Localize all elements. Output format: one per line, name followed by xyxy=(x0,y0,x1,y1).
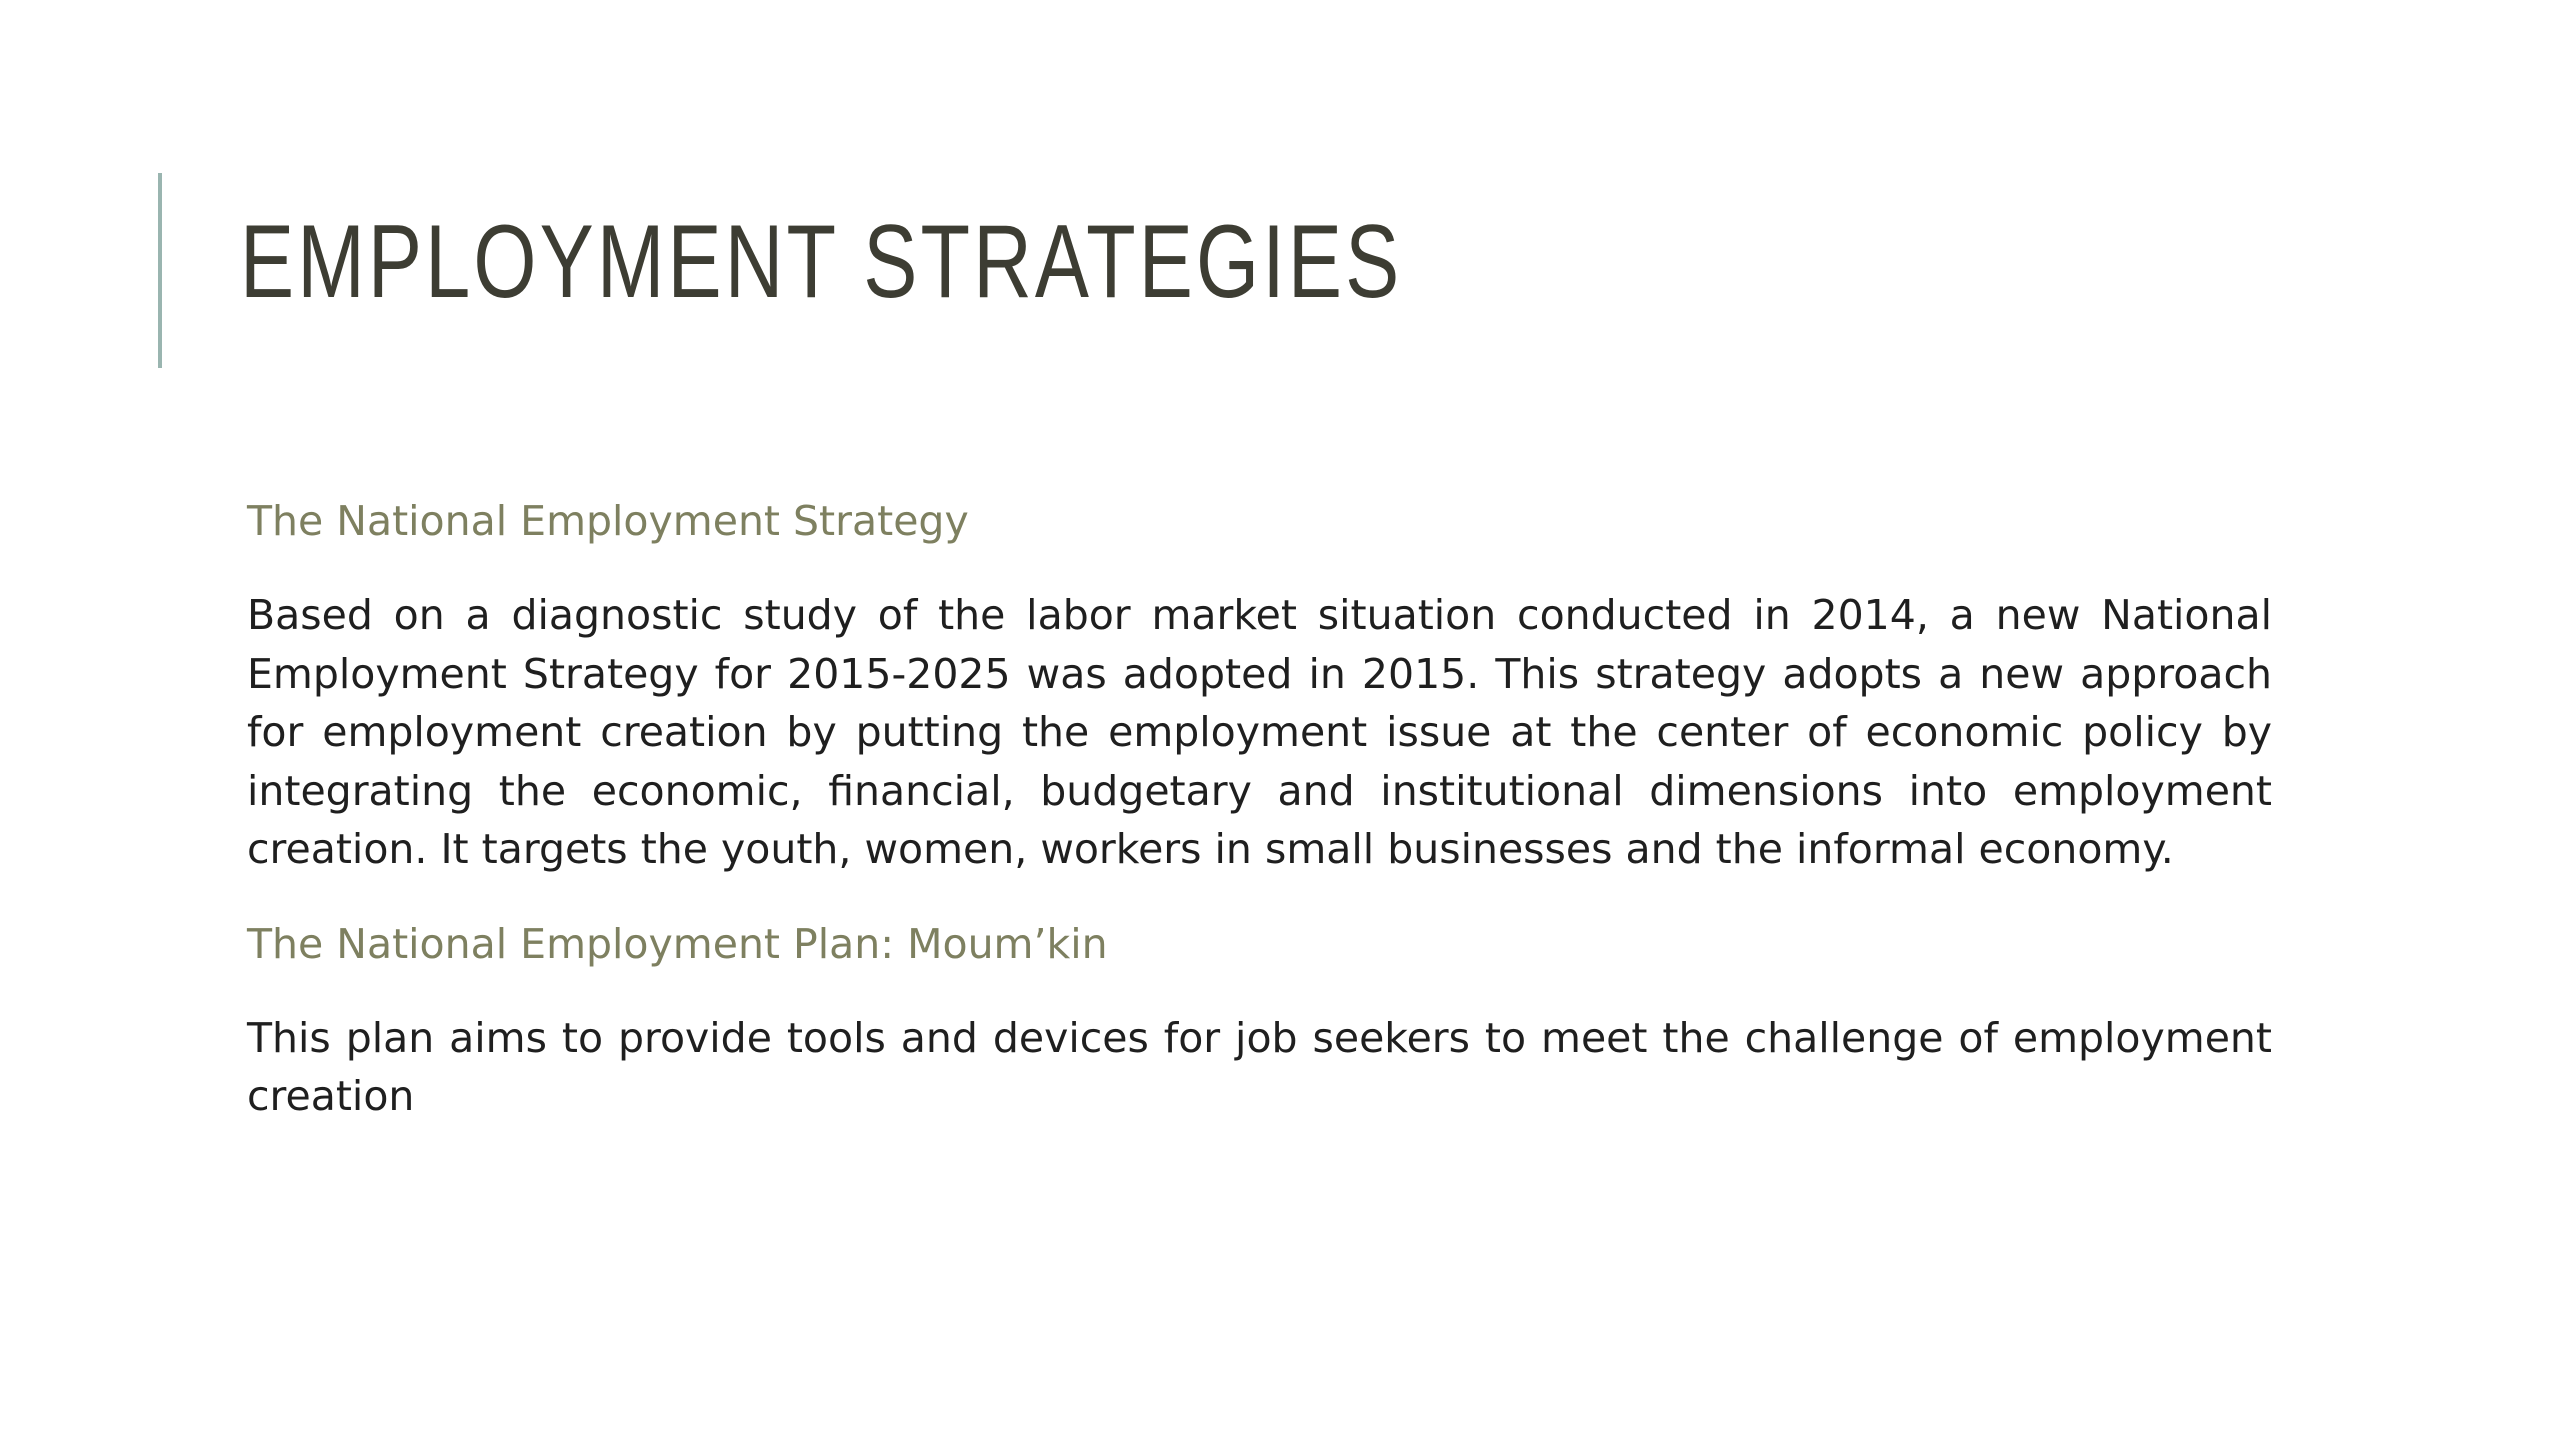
section-body-plan: This plan aims to provide tools and devices for job seekers to meet the challenge of employment creation xyxy=(247,1013,2272,1120)
title-accent-bar xyxy=(158,173,162,368)
section-body-strategy: Based on a diagnostic study of the labor market situation conducted in 2014, a new National Employment Strategy for 2015-2025 was adopted in 2015. This strategy adopts a new approach for employment creation by putting the employment issue at the center of economic policy by integrating the economic, financial, budgetary and institutional dimensions into employment creation. It targets the youth, women, workers in small businesses and the informal economy. xyxy=(247,591,2272,873)
slide-content xyxy=(247,492,2272,1162)
slide-title: EMPLOYMENT STRATEGIES xyxy=(240,204,1403,320)
section-heading-strategy: The National Employment Strategy xyxy=(247,497,969,545)
section-heading-plan: The National Employment Plan: Moum’kin xyxy=(247,919,1108,968)
